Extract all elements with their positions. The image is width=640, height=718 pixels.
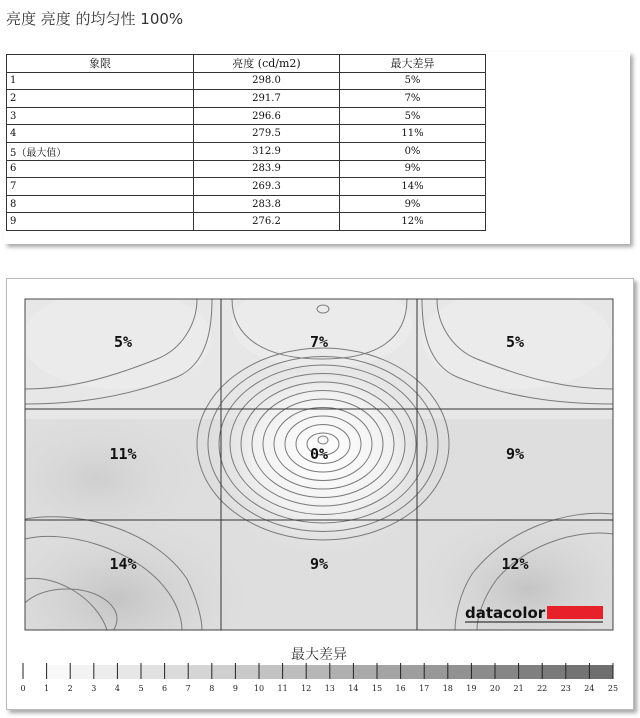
header-max-diff: 最大差异 (340, 55, 486, 73)
scale-tick-label: 16 (395, 684, 406, 693)
scale-tick-label: 21 (513, 684, 524, 693)
header-quadrant: 象限 (7, 55, 194, 73)
luminance-table (6, 54, 486, 231)
scale-segment (330, 665, 354, 679)
quadrant-cell: 5（最大值） (7, 142, 194, 160)
scale-tick-label: 11 (277, 684, 288, 693)
scale-tick-label: 24 (584, 684, 595, 693)
scale-tick-label: 8 (209, 684, 215, 693)
scale-segment (70, 665, 94, 679)
max-diff-cell: 9% (340, 160, 486, 178)
quadrant-cell: 9 (7, 213, 194, 231)
scale-tick-label: 18 (442, 684, 453, 693)
scale-segment (495, 665, 519, 679)
max-diff-cell: 9% (340, 195, 486, 213)
luminance-cell: 312.9 (194, 142, 340, 160)
scale-segment (519, 665, 543, 679)
scale-tick-label: 1 (44, 684, 50, 693)
luminance-cell: 276.2 (194, 213, 340, 231)
quadrant-value-label: 14% (109, 555, 137, 573)
luminance-cell: 298.0 (194, 72, 340, 90)
scale-segment (377, 665, 401, 679)
luminance-table-panel (4, 52, 630, 244)
luminance-cell: 296.6 (194, 107, 340, 125)
datacolor-logo-text: datacolor (465, 604, 546, 622)
scale-segment (94, 665, 118, 679)
quadrant-value-label: 5% (113, 333, 133, 351)
scale-segment (188, 665, 212, 679)
table-row (7, 160, 486, 178)
page-title: 亮度 亮度 的均匀性 100% (6, 10, 184, 28)
quadrant-cell: 2 (7, 90, 194, 108)
quadrant-value-label: 9% (309, 555, 329, 573)
quadrant-cell: 1 (7, 72, 194, 90)
scale-tick-label: 9 (232, 684, 238, 693)
max-diff-cell: 11% (340, 125, 486, 143)
uniformity-contour-chart (7, 279, 633, 709)
scale-segment (542, 665, 566, 679)
datacolor-logo-bar (547, 606, 603, 619)
scale-segment (566, 665, 590, 679)
scale-segment (141, 665, 165, 679)
scale-title: 最大差异 (291, 647, 347, 663)
table-row (7, 178, 486, 196)
table-row (7, 107, 486, 125)
quadrant-cell: 8 (7, 195, 194, 213)
luminance-cell: 279.5 (194, 125, 340, 143)
table-row (7, 90, 486, 108)
scale-segment (117, 665, 141, 679)
scale-tick-label: 5 (138, 684, 144, 693)
scale-tick-label: 22 (537, 684, 548, 693)
scale-segment (212, 665, 236, 679)
scale-tick-label: 0 (20, 684, 26, 693)
scale-tick-label: 2 (67, 684, 73, 693)
scale-tick-label: 20 (489, 684, 501, 693)
quadrant-cell: 7 (7, 178, 194, 196)
max-diff-cell: 5% (340, 72, 486, 90)
luminance-cell: 283.8 (194, 195, 340, 213)
scale-segment (448, 665, 472, 679)
quadrant-cell: 6 (7, 160, 194, 178)
luminance-cell: 269.3 (194, 178, 340, 196)
scale-tick-label: 3 (91, 684, 97, 693)
scale-tick-label: 13 (324, 684, 335, 693)
scale-tick-label: 6 (162, 684, 168, 693)
scale-segment (259, 665, 283, 679)
quadrant-value-label: 12% (501, 555, 529, 573)
scale-tick-label: 4 (114, 684, 120, 693)
uniformity-chart-panel (6, 278, 634, 710)
scale-tick-label: 10 (253, 684, 265, 693)
scale-tick-label: 12 (301, 684, 312, 693)
max-diff-cell: 7% (340, 90, 486, 108)
scale-tick-label: 17 (419, 684, 430, 693)
scale-tick-label: 7 (185, 684, 191, 693)
scale-segment (589, 665, 613, 679)
quadrant-value-label: 7% (309, 333, 329, 351)
scale-tick-label: 14 (348, 684, 359, 693)
scale-tick-label: 15 (371, 684, 383, 693)
quadrant-value-label: 9% (505, 445, 525, 463)
table-row (7, 213, 486, 231)
header-luminance: 亮度 (cd/m2) (194, 55, 340, 73)
scale-segment (424, 665, 448, 679)
max-diff-cell: 0% (340, 142, 486, 160)
scale-segment (401, 665, 425, 679)
quadrant-value-label: 5% (505, 333, 525, 351)
scale-tick-label: 23 (560, 684, 571, 693)
max-diff-cell: 12% (340, 213, 486, 231)
luminance-cell: 283.9 (194, 160, 340, 178)
table-row (7, 125, 486, 143)
max-diff-cell: 5% (340, 107, 486, 125)
table-row (7, 195, 486, 213)
scale-tick-label: 25 (607, 684, 619, 693)
table-row (7, 72, 486, 90)
table-row (7, 142, 486, 160)
table-header-row (7, 55, 486, 73)
scale-segment (471, 665, 495, 679)
scale-segment (306, 665, 330, 679)
max-diff-cell: 14% (340, 178, 486, 196)
scale-segment (47, 665, 71, 679)
scale-segment (165, 665, 189, 679)
scale-bar (20, 663, 618, 693)
scale-tick-label: 19 (466, 684, 477, 693)
scale-segment (23, 665, 47, 679)
quadrant-cell: 4 (7, 125, 194, 143)
luminance-cell: 291.7 (194, 90, 340, 108)
scale-segment (235, 665, 259, 679)
scale-segment (353, 665, 377, 679)
quadrant-value-label: 11% (109, 445, 137, 463)
quadrant-cell: 3 (7, 107, 194, 125)
quadrant-value-label: 0% (309, 445, 329, 463)
scale-segment (283, 665, 307, 679)
